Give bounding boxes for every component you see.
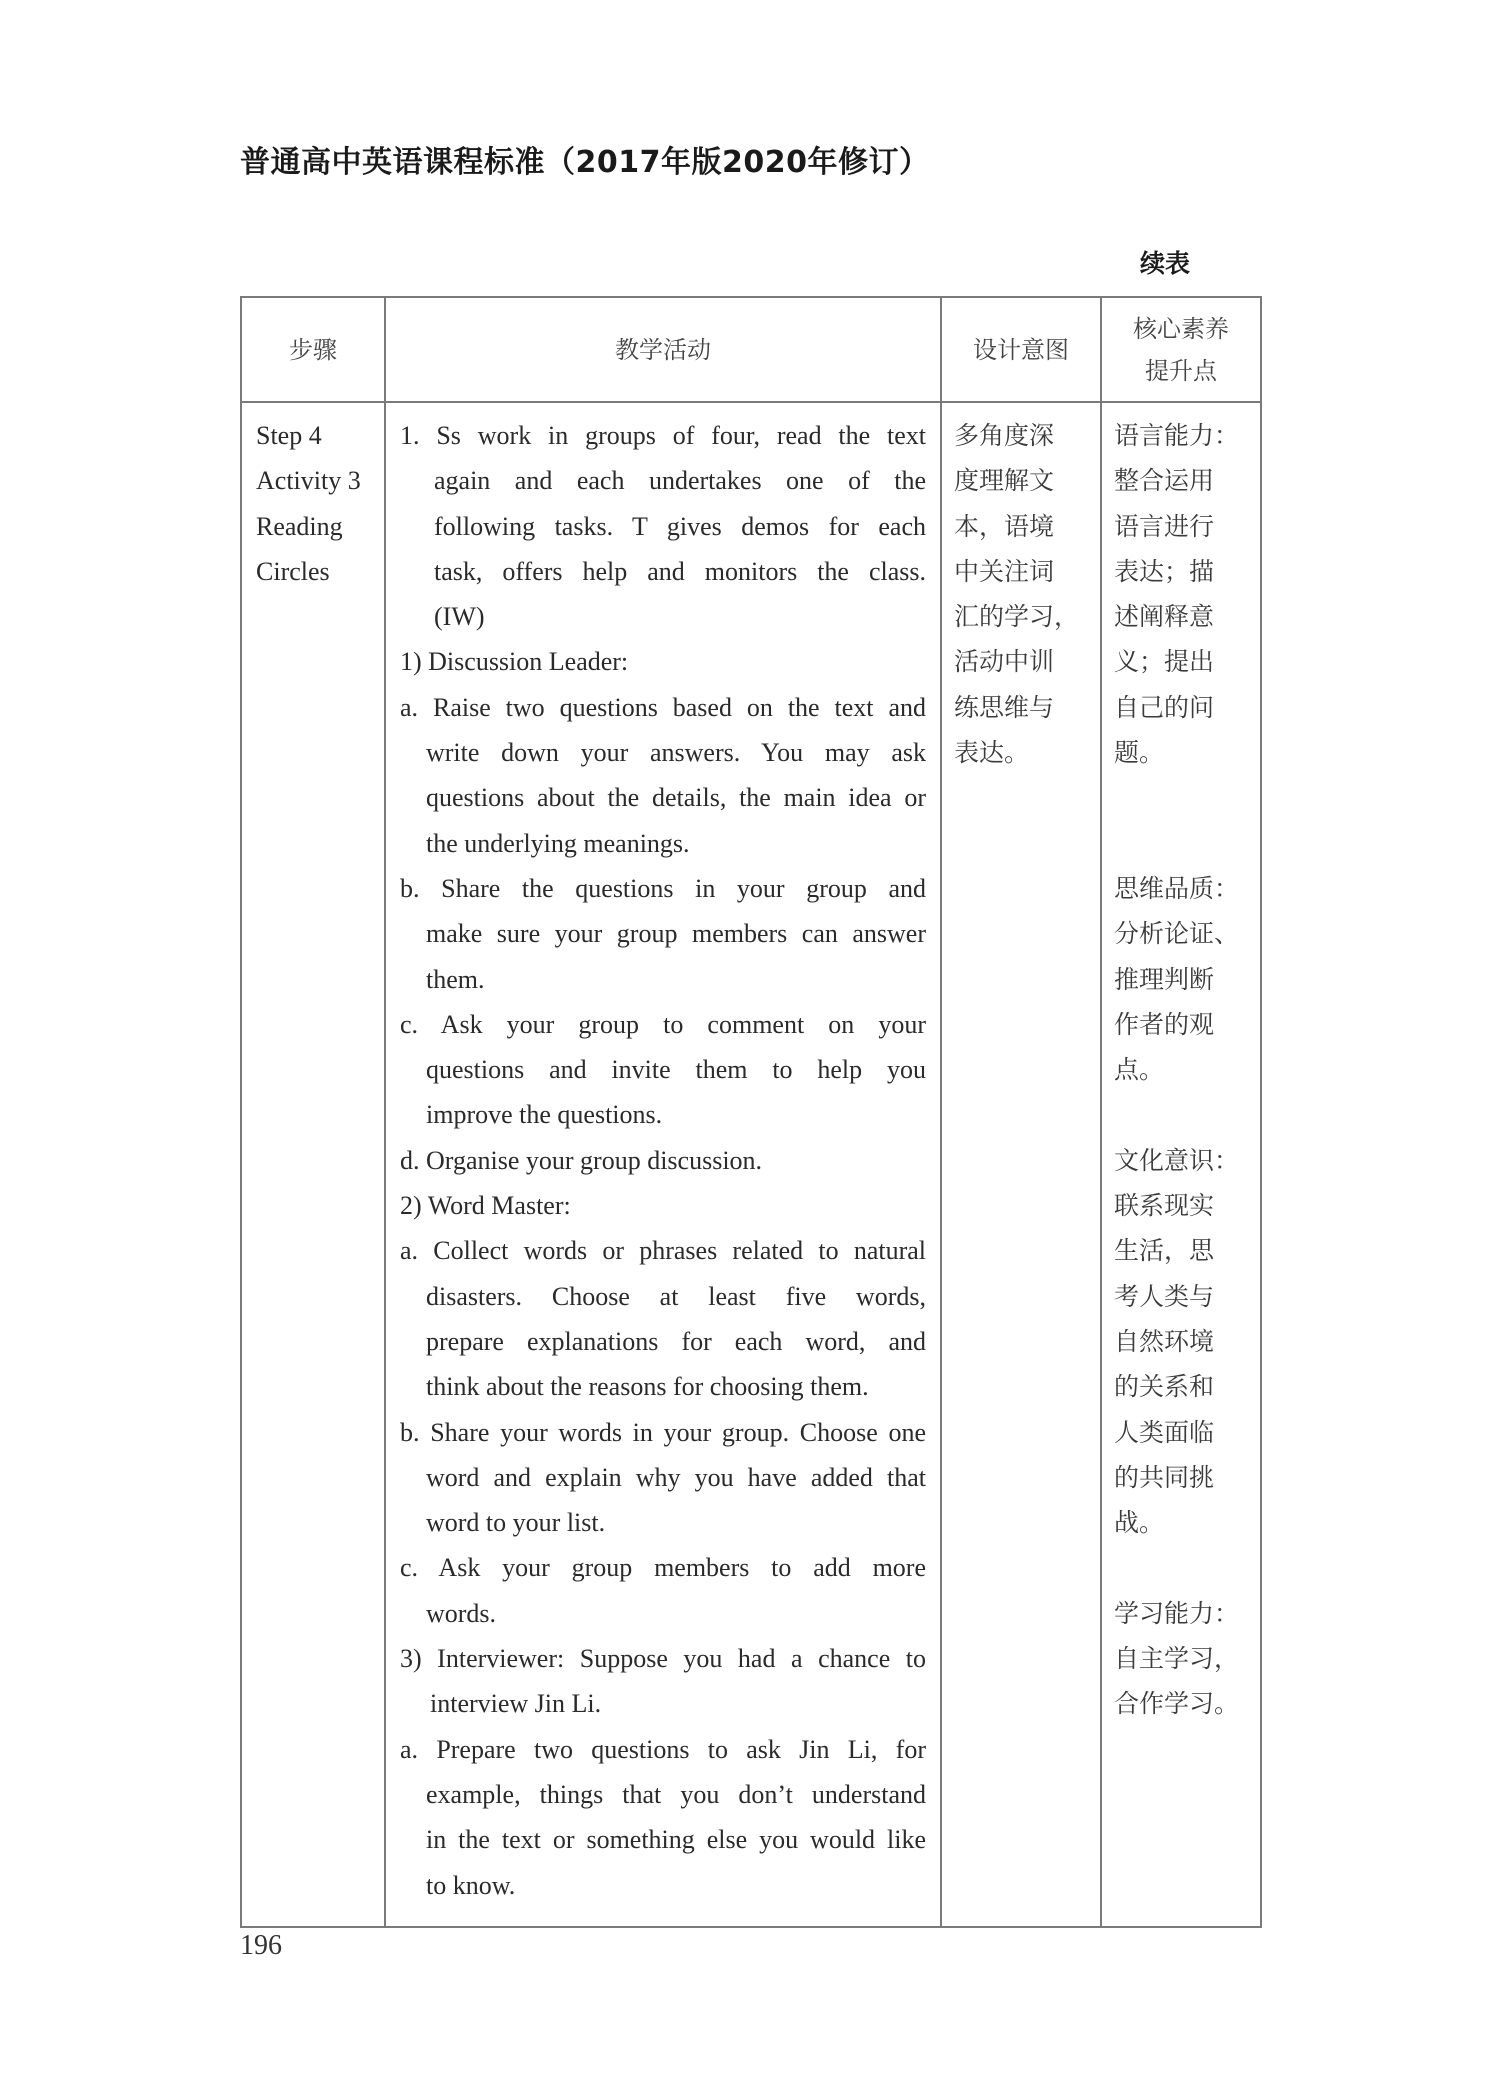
- core-line: 义；提出: [1114, 647, 1215, 677]
- activity-line: 1. Ss work in groups of four, read the text: [400, 421, 926, 450]
- core-line: 作者的观: [1114, 1009, 1215, 1039]
- intent-line: 活动中训: [954, 647, 1055, 677]
- activity-line: c. Ask your group members to add more: [400, 1553, 926, 1583]
- core-line: 考人类与: [1114, 1281, 1215, 1311]
- activity-line: 2) Word Master:: [400, 1191, 571, 1221]
- core-line: 表达；描: [1114, 556, 1215, 586]
- activity-line: in the text or something else you would like: [426, 1825, 926, 1855]
- activity-line: example, things that you don’t understand: [426, 1779, 926, 1809]
- activity-line: prepare explanations for each word, and: [426, 1326, 926, 1356]
- activity-line: questions and invite them to help you: [426, 1055, 926, 1085]
- intent-line: 汇的学习，: [954, 602, 1080, 632]
- activity-line: again and each undertakes one of the: [434, 466, 926, 496]
- lesson-table: [240, 296, 1262, 1928]
- activity-line: write down your answers. You may ask: [426, 738, 926, 768]
- activity-line: b. Share the questions in your group and: [400, 873, 926, 903]
- activity-line: b. Share your words in your group. Choose one: [400, 1417, 926, 1447]
- activity-line: 1) Discussion Leader:: [400, 647, 629, 677]
- activity-line: a. Raise two questions based on the text and: [400, 692, 926, 722]
- core-line: 联系现实: [1114, 1191, 1215, 1221]
- page-header-title: 普通高中英语课程标准（2017年版2020年修订）: [240, 145, 930, 180]
- activity-cell: [385, 402, 941, 1927]
- intent-line: 练思维与: [954, 692, 1055, 722]
- activity-line: following tasks. T gives demos for each: [434, 511, 926, 541]
- activity-line: task, offers help and monitors the class.: [434, 556, 926, 586]
- core-line: 自主学习，: [1114, 1644, 1240, 1674]
- core-literacy-block: [1114, 1591, 1250, 1727]
- intent-cell: [941, 402, 1101, 1927]
- header-core-line1: 核心素养: [1133, 314, 1229, 343]
- activity-line: words.: [426, 1598, 497, 1628]
- activity-line: make sure your group members can answer: [426, 919, 926, 949]
- activity-line: 3) Interviewer: Suppose you had a chance to: [400, 1644, 926, 1674]
- core-line: 的共同挑: [1114, 1462, 1215, 1492]
- activity-line: (IW): [434, 602, 485, 632]
- activity-line: the underlying meanings.: [426, 828, 690, 858]
- step-cell: [241, 402, 385, 1927]
- core-line: 合作学习。: [1114, 1689, 1240, 1719]
- core-literacy-block: [1114, 866, 1250, 1092]
- core-line: 学习能力：: [1114, 1598, 1240, 1628]
- core-cell: [1101, 402, 1261, 1927]
- core-line: 分析论证、: [1114, 919, 1240, 949]
- core-line: 思维品质：: [1114, 873, 1240, 903]
- activity-line: c. Ask your group to comment on your: [400, 1009, 926, 1039]
- header-core: [1101, 297, 1261, 402]
- intent-line: 中关注词: [954, 556, 1055, 586]
- header-activity: 教学活动: [385, 297, 941, 402]
- core-line: 文化意识：: [1114, 1145, 1240, 1175]
- header-core-line2: 提升点: [1145, 356, 1217, 385]
- core-line: 推理判断: [1114, 964, 1215, 994]
- core-literacy-block: [1114, 413, 1250, 775]
- core-line: 生活，思: [1114, 1236, 1215, 1266]
- core-line: 语言能力：: [1114, 421, 1240, 450]
- step-line: Reading: [256, 511, 343, 541]
- core-line: 自己的问: [1114, 692, 1215, 722]
- core-literacy-block: [1114, 1138, 1250, 1546]
- core-line: 语言进行: [1114, 511, 1215, 541]
- continued-label: 续表: [1140, 249, 1191, 278]
- intent-line: 度理解文: [954, 466, 1055, 496]
- activity-line: to know.: [426, 1870, 516, 1900]
- core-line: 战。: [1114, 1508, 1165, 1538]
- step-line: Circles: [256, 556, 330, 586]
- core-line: 点。: [1114, 1055, 1165, 1085]
- core-line: 自然环境: [1114, 1326, 1215, 1356]
- intent-line: 表达。: [954, 738, 1030, 768]
- header-step: 步骤: [241, 297, 385, 402]
- step-line: Step 4: [256, 421, 322, 450]
- header-intent: 设计意图: [941, 297, 1101, 402]
- table-row: [241, 402, 1261, 1927]
- activity-line: improve the questions.: [426, 1100, 663, 1130]
- core-line: 述阐释意: [1114, 602, 1215, 632]
- activity-line: word and explain why you have added that: [426, 1462, 926, 1492]
- activity-line: questions about the details, the main idea or: [426, 783, 926, 813]
- table-header-row: [241, 297, 1261, 402]
- intent-line: 多角度深: [954, 421, 1055, 450]
- step-line: Activity 3: [256, 466, 361, 496]
- core-spacer: [1114, 821, 1250, 866]
- activity-line: a. Collect words or phrases related to natural: [400, 1236, 926, 1266]
- core-line: 人类面临: [1114, 1417, 1215, 1447]
- core-line: 题。: [1114, 738, 1165, 768]
- page-number: 196: [240, 1930, 282, 1961]
- activity-line: think about the reasons for choosing them.: [426, 1372, 869, 1402]
- core-line: 的关系和: [1114, 1372, 1215, 1402]
- activity-line: disasters. Choose at least five words,: [426, 1281, 926, 1311]
- activity-line: a. Prepare two questions to ask Jin Li, for: [400, 1734, 926, 1764]
- activity-line: interview Jin Li.: [430, 1689, 602, 1719]
- intent-line: 本，语境: [954, 511, 1055, 541]
- core-line: 整合运用: [1114, 466, 1215, 496]
- activity-line: them.: [426, 964, 485, 994]
- activity-line: d. Organise your group discussion.: [400, 1145, 763, 1175]
- activity-line: word to your list.: [426, 1508, 606, 1538]
